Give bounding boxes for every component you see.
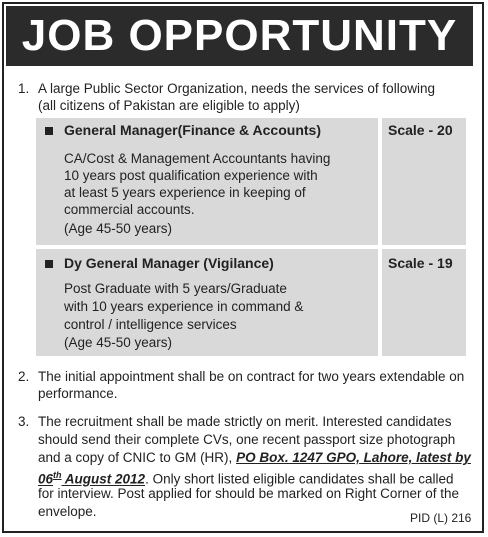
position-1-scale: Scale - 20 xyxy=(388,122,453,138)
position-2-scale: Scale - 19 xyxy=(388,255,453,271)
item-2-number: 2. xyxy=(18,369,30,384)
position-1-title: General Manager(Finance & Accounts) xyxy=(64,122,321,138)
item-1-line-2: (all citizens of Pakistan are eligible to apply) xyxy=(38,98,300,113)
position-1-line-3: at least 5 years experience in keeping of xyxy=(64,185,306,200)
item-3-deadline-day: 06 xyxy=(38,471,54,487)
item-1-number: 1. xyxy=(18,81,30,96)
item-3-line-4-plain: . Only short listed eligible candidates shall be called xyxy=(145,471,454,487)
item-3-line-5: for interview. Post applied for should be marked on Right Corner of the xyxy=(38,486,459,501)
position-2-title: Dy General Manager (Vigilance) xyxy=(64,255,274,271)
position-2-line-1: Post Graduate with 5 years/Graduate xyxy=(64,281,287,296)
position-1-line-2: 10 years post qualification experience with xyxy=(64,168,318,183)
item-3-deadline-month: August 2012 xyxy=(61,471,146,487)
position-1-line-5: (Age 45-50 years) xyxy=(64,221,173,236)
table-divider-horizontal xyxy=(36,245,466,249)
position-2-line-4: (Age 45-50 years) xyxy=(64,335,173,350)
position-2-line-3: control / intelligence services xyxy=(64,317,237,332)
item-3-line-3-plain: and a copy of CNIC to GM (HR), xyxy=(38,450,237,465)
item-1-line-1: A large Public Sector Organization, needs the services of following xyxy=(38,81,435,96)
item-2-line-1: The initial appointment shall be on contract for two years extendable on xyxy=(38,369,465,384)
item-3-line-3 xyxy=(38,449,471,466)
item-3-line-2: should send their complete CVs, one recent passport size photograph xyxy=(38,432,456,447)
position-1-line-4: commercial accounts. xyxy=(64,202,195,217)
item-3-address: PO Box. 1247 GPO, Lahore, latest by xyxy=(236,450,471,465)
position-1-line-1: CA/Cost & Management Accountants having xyxy=(64,151,331,166)
position-2-line-2: with 10 years experience in command & xyxy=(64,299,304,314)
item-3-line-1: The recruitment shall be made strictly on merit. Interested candidates xyxy=(38,414,452,429)
banner-title: JOB OPPORTUNITY xyxy=(6,6,473,66)
item-2-line-2: performance. xyxy=(38,386,118,401)
table-divider-vertical xyxy=(378,118,382,356)
bullet-square-icon xyxy=(45,127,53,135)
item-3-line-6: envelope. xyxy=(38,504,97,519)
item-3-deadline-suffix: th xyxy=(53,470,62,480)
pid-reference: PID (L) 216 xyxy=(410,511,472,525)
bullet-square-icon xyxy=(45,260,53,268)
item-3-number: 3. xyxy=(18,414,30,429)
